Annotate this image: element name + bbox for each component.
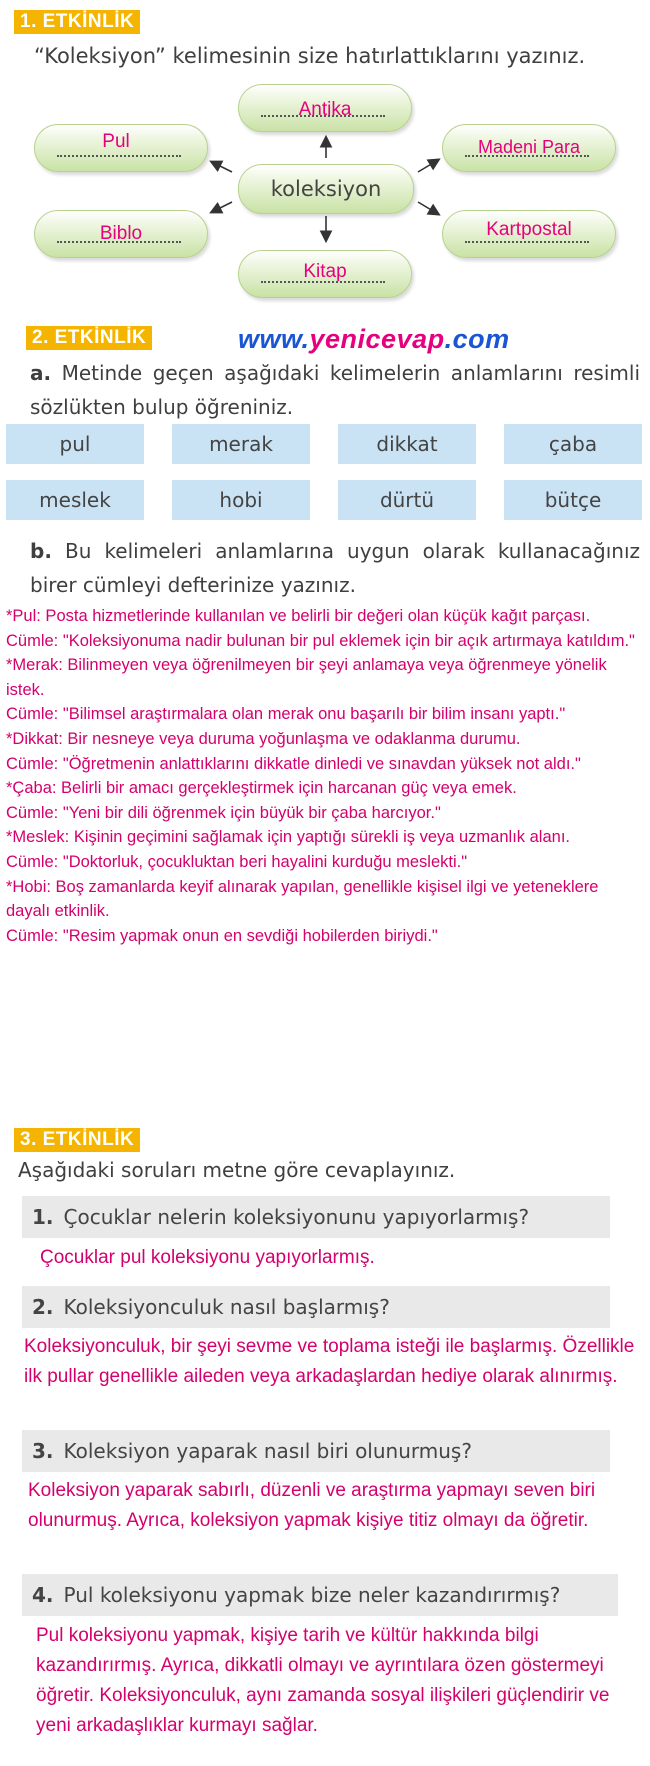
website-watermark: www.yenicevap.com [238,324,510,354]
word-box: bütçe [504,480,642,520]
word-box: hobi [172,480,310,520]
question-2: 2. Koleksiyonculuk nasıl başlarmış? [22,1286,610,1328]
definition-line: *Meslek: Kişinin geçimini sağlamak için yaptığı sürekli iş veya uzmanlık alanı. [6,828,570,847]
answer-pill-bottom-left [34,210,208,258]
answer-pill-top-right [442,124,616,172]
definition-line: Cümle: "Yeni bir dili öğrenmek için büyük bir çaba harcıyor." [6,803,441,822]
activity-3-instruction: Aşağıdaki soruları metne göre cevaplayınız. [18,1158,456,1182]
answer-top: Antika [298,99,352,120]
center-pill [238,164,414,214]
activity-1-title: 1. ETKİNLİK [14,10,140,34]
definition-line: *Pul: Posta hizmetlerinde kullanılan ve belirli bir değeri olan küçük kağıt parçası. [6,607,591,625]
definitions-block [6,604,646,948]
part-a-label: a. [30,361,52,385]
activity-2-title: 2. ETKİNLİK [26,326,152,350]
word-box: merak [172,424,310,464]
answer-pill-bottom [238,250,412,298]
part-a-text: a. Metinde geçen aşağıdaki kelimelerin anlamlarını resimli sözlükten bulup öğreniniz. [30,361,641,419]
word-box: meslek [6,480,144,520]
answer-top-left: Pul [102,131,130,152]
answer-bottom-left: Biblo [99,223,143,244]
definition-line: *Çaba: Belirli bir amacı gerçekleştirmek için harcanan güç veya emek. [6,779,517,798]
word-box: pul [6,424,144,464]
question-4: 4. Pul koleksiyonu yapmak bize neler kazandırırmış? [22,1574,618,1616]
question-1: 1. Çocuklar nelerin koleksiyonunu yapıyorlarmış? [22,1196,610,1238]
answer-pill-top [238,84,412,132]
definition-line: Cümle: "Resim yapmak onun en sevdiği hobilerden biriydi." [6,926,438,945]
definition-line: *Hobi: Boş zamanlarda keyif alınarak yapılan, genellikle kişisel ilgi ve yeteneklere dayalı etkinlik. [6,877,599,921]
answer-top-right: Madeni Para [477,137,581,157]
answer-3: Koleksiyon yaparak sabırlı, düzenli ve araştırma yapmayı seven biri olunurmuş. Ayrıca, koleksiyon yapmak kişiye titiz olmayı da öğretir. [28,1480,596,1531]
activity-1-instruction: “Koleksiyon” kelimesinin size hatırlattıklarını yazınız. [34,44,586,68]
answer-bottom-right: Kartpostal [486,219,572,240]
answer-pill-top-left [34,124,208,172]
answer-pill-bottom-right [442,210,616,258]
word-box: dürtü [338,480,476,520]
answer-1: Çocuklar pul koleksiyonu yapıyorlarmış. [40,1247,375,1268]
definition-line: Cümle: "Doktorluk, çocukluktan beri hayalini kurduğu meslekti." [6,852,468,871]
definition-line: Cümle: "Bilimsel araştırmalara olan merak onu başarılı bir bilim insanı yaptı." [6,705,566,724]
answer-2: Koleksiyonculuk, bir şeyi sevme ve toplama isteği ile başlarmış. Özellikle ilk pullar genellikle aileden veya arkadaşlardan hediye olarak alınırmış. [24,1336,635,1387]
definition-line: *Merak: Bilinmeyen veya öğrenilmeyen bir şeyi anlamaya veya öğrenmeye yönelik istek. [6,656,607,699]
definition-line: Cümle: "Koleksiyonuma nadir bulunan bir pul eklemek için bir açık artırmaya katıldım." [6,631,635,650]
question-3: 3. Koleksiyon yaparak nasıl biri olunurmuş? [22,1430,610,1472]
activity-3-title: 3. ETKİNLİK [14,1128,140,1152]
center-word: koleksiyon [270,177,382,201]
word-box: dikkat [338,424,476,464]
answer-bottom: Kitap [303,261,347,282]
definition-line: Cümle: "Öğretmenin anlattıklarını dikkatle dinledi ve sınavdan yüksek not aldı." [6,754,581,773]
definition-line: *Dikkat: Bir nesneye veya duruma yoğunlaşma ve odaklanma durumu. [6,729,521,748]
word-box: çaba [504,424,642,464]
part-b-label: b. [30,539,52,563]
answer-4: Pul koleksiyonu yapmak, kişiye tarih ve kültür hakkında bilgi kazandırırmış. Ayrıca, dikkatli olmayı ve ayrıntılara özen göstermeyi öğretir. Koleksiyonculuk, aynı zamanda sosyal ilişkileri güçlendirir ve yeni arkadaşlıklar kurmayı sağlar. [36,1625,610,1736]
part-b-text: b. Bu kelimeleri anlamlarına uygun olarak kullanacağınız birer cümleyi defterinize yazınız. [30,539,640,597]
